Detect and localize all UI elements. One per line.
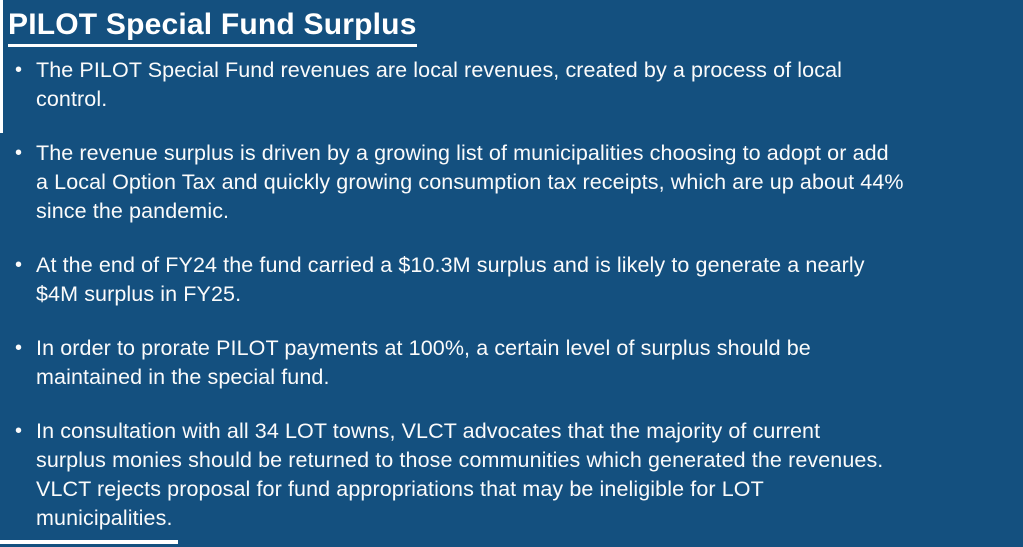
bullet-item xyxy=(8,334,1013,392)
bullet-marker: • xyxy=(15,337,23,359)
bullet-marker: • xyxy=(15,254,23,276)
bullet-text xyxy=(36,251,1013,309)
bullet-marker: • xyxy=(15,59,23,81)
bullet-line: The revenue surplus is driven by a growing list of municipalities choosing to adopt or add xyxy=(36,141,889,165)
bullet-marker: • xyxy=(15,420,23,442)
bullet-item xyxy=(8,251,1013,309)
bullet-line: since the pandemic. xyxy=(36,199,230,223)
bullet-line: a Local Option Tax and quickly growing consumption tax receipts, which are up about 44% xyxy=(36,170,904,194)
bullet-line: surplus monies should be returned to those communities which generated the revenues. xyxy=(36,448,884,472)
slide-left-edge-border xyxy=(0,0,3,133)
bullet-text xyxy=(36,334,1013,392)
bullet-line: In consultation with all 34 LOT towns, VLCT advocates that the majority of current xyxy=(36,419,821,443)
bullet-text xyxy=(36,417,1013,533)
bullet-text xyxy=(36,56,1013,114)
bullet-line: In order to prorate PILOT payments at 100%, a certain level of surplus should be xyxy=(36,336,811,360)
bullet-item xyxy=(8,139,1013,226)
slide-title: PILOT Special Fund Surplus xyxy=(8,8,417,47)
bullet-marker: • xyxy=(15,142,23,164)
bullet-line: municipalities. xyxy=(36,506,173,530)
bullet-line: maintained in the special fund. xyxy=(36,365,330,389)
bullet-text xyxy=(36,139,1013,226)
bullet-line: At the end of FY24 the fund carried a $10.3M surplus and is likely to generate a nearly xyxy=(36,253,865,277)
bullet-line: $4M surplus in FY25. xyxy=(36,282,242,306)
bullet-line: VLCT rejects proposal for fund appropriations that may be ineligible for LOT xyxy=(36,477,764,501)
bullet-item xyxy=(8,56,1013,114)
bullet-line: control. xyxy=(36,87,108,111)
bullet-item xyxy=(8,417,1013,533)
bullet-line: The PILOT Special Fund revenues are local revenues, created by a process of local xyxy=(36,58,843,82)
bullet-list xyxy=(8,56,1013,533)
slide-bottom-edge-border xyxy=(0,540,178,544)
